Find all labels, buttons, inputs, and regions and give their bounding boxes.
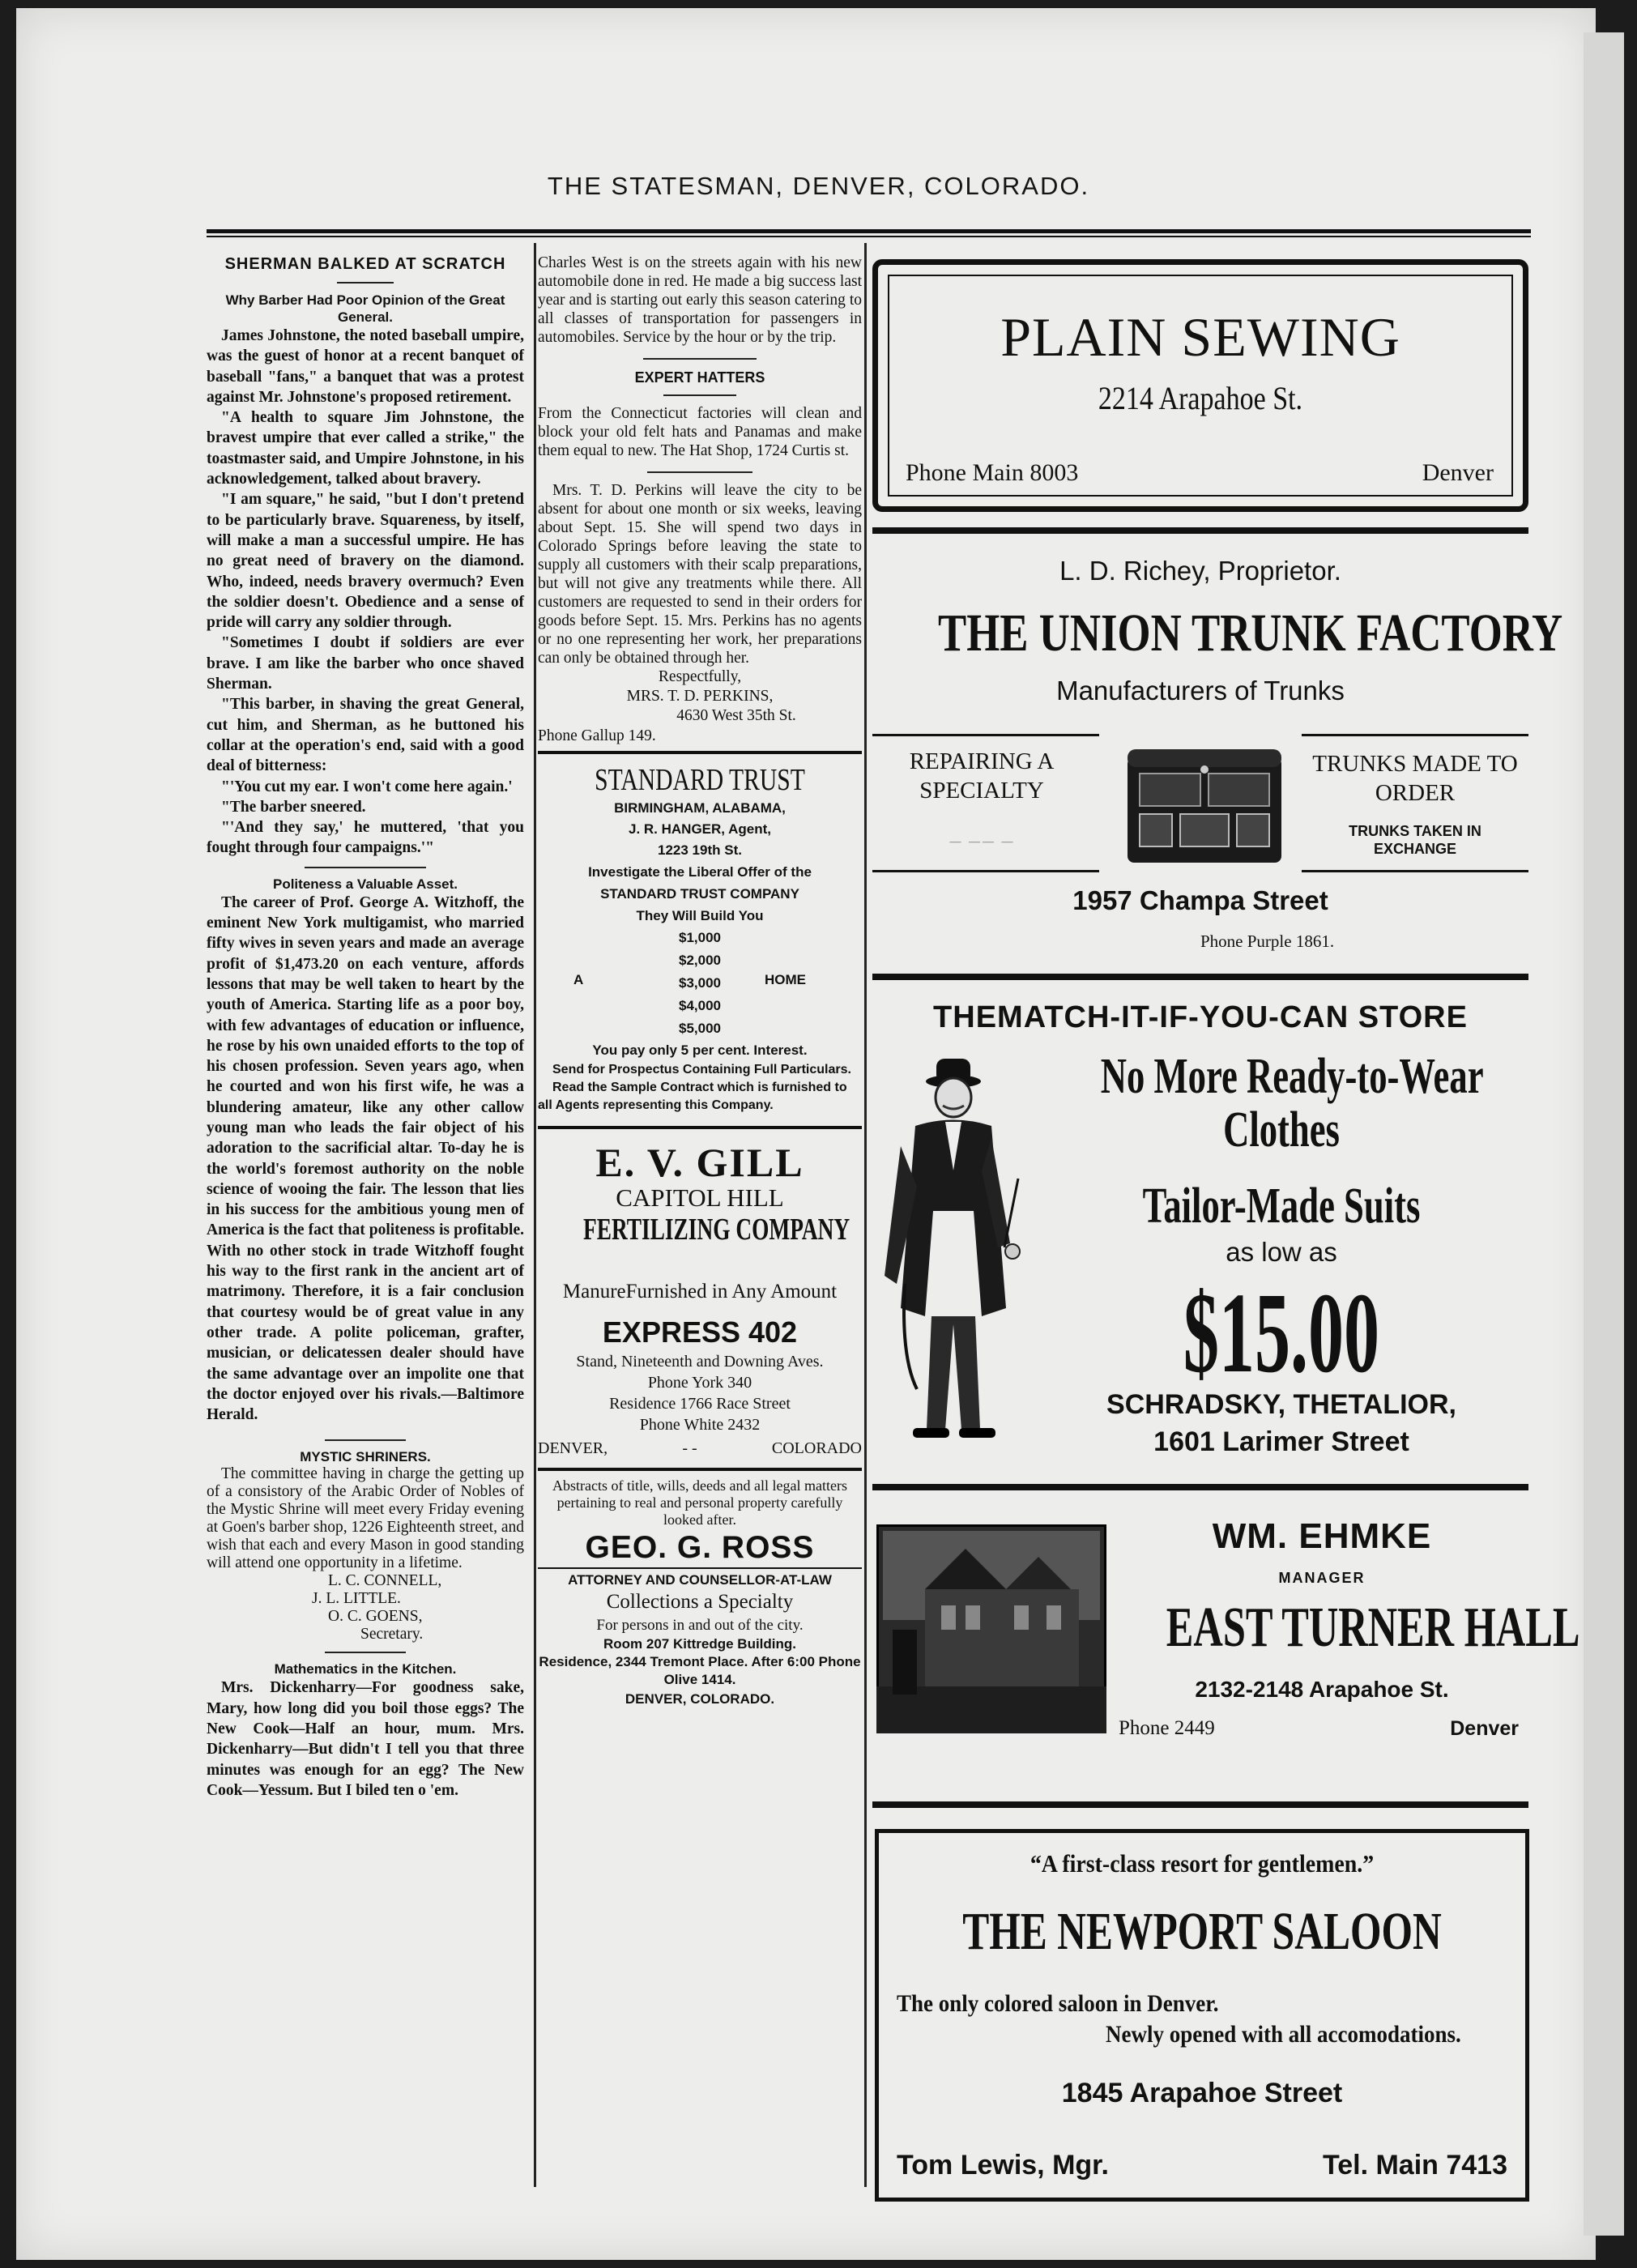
divider (337, 282, 394, 284)
ross-name: GEO. G. ROSS (585, 1530, 815, 1566)
gill-phone-white: Phone White 2432 (639, 1416, 761, 1435)
trunk-repair: REPAIRING A SPECIALTY (909, 748, 1055, 804)
signer: J. L. LITTLE. (312, 1590, 401, 1608)
hatters-notice: From the Connecticut factories will clean and block your old felt hats and Panamas and make them equal to new. The Hat Shop, 1724 Curtis st. (538, 405, 862, 459)
sherman-title: SHERMAN BALKED AT SCRATCH (224, 255, 506, 273)
shriners-story (207, 1465, 524, 1572)
hall-phone: Phone 2449 (1119, 1717, 1215, 1739)
gill-city-row (538, 1435, 862, 1461)
plain-sewing-ad (872, 259, 1528, 512)
ad-rule (872, 1801, 1528, 1808)
masthead: THE STATESMAN, DENVER, COLORADO. (547, 172, 1090, 200)
kitchen-story (207, 1678, 524, 1801)
trunk-icon (1123, 745, 1285, 867)
gill-line3: ManureFurnished in Any Amount (562, 1281, 838, 1303)
trust-company: STANDARD TRUST COMPANY (600, 886, 799, 902)
signer: O. C. GOENS, (328, 1608, 423, 1626)
signature-line: MRS. T. D. PERKINS, (626, 688, 774, 705)
masthead-rule (207, 229, 1531, 233)
amount: $5,000 (679, 1021, 721, 1037)
amount: $4,000 (679, 998, 721, 1014)
hall-manager: MANAGER (1278, 1570, 1366, 1586)
saloon-address: 1845 Arapahoe Street (1061, 2078, 1343, 2108)
store-name: THEMATCH-IT-IF-YOU-CAN STORE (933, 1000, 1468, 1034)
ross-rule (538, 1567, 862, 1569)
ad-rule (872, 974, 1528, 980)
shriners-title: MYSTIC SHRINERS. (300, 1449, 431, 1465)
divider (643, 358, 757, 360)
store-line6: 1601 Larimer Street (1153, 1426, 1409, 1457)
amount: $1,000 (679, 930, 721, 946)
column-rule-2 (864, 243, 867, 2187)
ad-rule (538, 751, 862, 754)
divider (325, 1652, 406, 1653)
paragraph: Mrs. T. D. Perkins will leave the city to be absent for about one month or six weeks, leaving about Sept. 15. She will spend two days in Colorado Springs before leaving the state to supply all customers with their scalp preparations, but will not give any treatments while there. All customers are requested to send in their orders for goods before Sept. 15. Mrs. Perkins has no agents or no one representing her work, her preparations can only be obtained through her. (538, 482, 862, 667)
shriners-signers (207, 1572, 524, 1643)
trunk-rule (1302, 870, 1528, 872)
saloon-line1: The only colored saloon in Denver. (897, 1990, 1219, 2017)
trunk-name: THE UNION TRUNK FACTORY (938, 603, 1563, 663)
trust-build: They Will Build You (636, 908, 764, 924)
signature-line: 4630 West 35th St. (676, 707, 796, 724)
ross-specialty: Collections a Specialty (606, 1591, 794, 1614)
page-edge (1584, 32, 1624, 2236)
trunk-rule (872, 870, 1099, 872)
paragraph: Mrs. Dickenharry—For goodness sake, Mary, how long did you boil those eggs? The New Cook—Half an hour, mum. Mrs. Dickenharry—But didn't I tell you that three minutes was enough for an egg? The New Cook—Yessum. But I biled ten o 'em. (207, 1679, 524, 1799)
saloon-manager: Tom Lewis, Mgr. (897, 2150, 1109, 2181)
saloon-phone: Tel. Main 7413 (1322, 2150, 1507, 2181)
sewing-phone: Phone Main 8003 (906, 459, 1079, 486)
sewing-address: 2214 Arapahoe St. (1098, 380, 1303, 416)
east-turner-hall-ad (872, 1498, 1580, 1806)
ross-abstracts: Abstracts of title, wills, deeds and all legal matters pertaining to real and personal property carefully looked after. (552, 1477, 847, 1528)
amount: $2,000 (679, 953, 721, 969)
paragraph: "I am square," he said, "but I don't pretend to be particularly brave. Squareness, by itself, will make a man a successful umpire. He has no great need of bravery on the diamond. Who, indeed, needs bravery overmuch? Even the soldier doesn't. Obedience and a sense of pride will carry any soldier through. (207, 491, 524, 632)
column-1 (207, 255, 524, 1801)
perkins-phone: Phone Gallup 149. (538, 727, 656, 744)
trust-amounts (538, 927, 862, 1040)
hatters-title: EXPERT HATTERS (634, 369, 765, 386)
masthead-rule-thin (207, 236, 1531, 237)
sherman-story (207, 326, 524, 859)
paragraph: "'You cut my ear. I won't come here again.' (221, 778, 513, 795)
gill-stand: Stand, Nineteenth and Downing Aves. (576, 1353, 824, 1371)
paragraph: The career of Prof. George A. Witzhoff, the eminent New York multigamist, who married fifty wives in seven years and made an average profit of $1,473.20 on each venture, affords lessons that may be well taken to heart by the youth of America. Starting life as a poor boy, with few advantages of education or influence, he rose by his own unaided efforts to the top of his chosen profession. Seven years ago, when he courted and won his first wife, he was a blundering amateur, like any other callow young man who leads the fair object of his adoration to the sacrificial altar. To-day he is the world's foremost authority on the noble science of wooing the fair. The lesson that lies in his success for the ambitious young men of America is the fact that politeness is profitable. With no other stock in trade Witzhoff fought his way to the first rank in the ancient art of matrimony. Therefore, it is a fair conclusion that courtesy would be of great value in any other trade. A polite policeman, grafter, musician, or delicatessen dealer should have the same advantage over an impolite one that the doctor enjoyed over his rivals.—Baltimore Herald. (207, 893, 524, 1424)
trust-invest: Investigate the Liberal Offer of the (588, 864, 812, 880)
hall-address: 2132-2148 Arapahoe St. (1195, 1677, 1449, 1702)
trunk-rule (1302, 734, 1528, 736)
paragraph: "A health to square Jim Johnstone, the bravest umpire that ever called a strike," the toastmaster said, and Umpire Johnstone, in his acknowledgement, talked about bravery. (207, 409, 524, 488)
ad-rule (872, 527, 1528, 534)
hall-photo (876, 1524, 1106, 1733)
trust-title: STANDARD TRUST (595, 763, 805, 798)
trunk-phone: Phone Purple 1861. (1200, 932, 1335, 951)
trust-agent: J. R. HANGER, Agent, (629, 821, 771, 838)
paragraph: James Johnstone, the noted baseball umpire, was the guest of honor at a recent banquet of baseball "fans," a banquet that was a protest against Mr. Johnstone's proposed retirement. (207, 327, 524, 406)
sewing-title: PLAIN SEWING (1000, 306, 1400, 368)
paragraph: "'And they say,' he muttered, 'that you fought through four campaigns.'" (207, 819, 524, 857)
store-line1: No More Ready-to-Wear (1100, 1049, 1484, 1104)
store-line5: SCHRADSKY, THETALIOR, (1106, 1389, 1456, 1420)
sewing-city: Denver (1422, 459, 1494, 486)
gill-denver: DENVER, (538, 1439, 608, 1458)
store-line4: as low as (1226, 1237, 1337, 1267)
gill-residence: Residence 1766 Race Street (609, 1395, 791, 1413)
signature-line: Respectfully, (658, 668, 742, 685)
gill-line2: FERTILIZING COMPANY (583, 1213, 850, 1247)
ross-city: DENVER, COLORADO. (625, 1691, 775, 1707)
hall-city: Denver (1450, 1717, 1519, 1740)
trunk-taken: TRUNKS TAKEN IN EXCHANGE (1349, 823, 1481, 857)
gentleman-illustration (868, 1049, 1038, 1454)
gill-line1: CAPITOL HILL (616, 1183, 784, 1213)
amount: $3,000 (679, 975, 721, 991)
paragraph: The committee having in charge the getting up of a consistory of the Arabic Order of Nobles of the Mystic Shrine will meet every Friday evening at Goen's barber shop, 1226 Eighteenth street, and wish that each and every Mason in good standing will attend one opportunity in a lifetime. (207, 1465, 524, 1572)
gill-colorado: COLORADO (771, 1439, 862, 1458)
politeness-title: Politeness a Valuable Asset. (272, 876, 458, 892)
saloon-quote: “A first-class resort for gentlemen.” (1030, 1849, 1375, 1878)
trust-send: Send for Prospectus Containing Full Particulars. (552, 1063, 851, 1077)
union-trunk-ad (872, 543, 1563, 964)
trunk-proprietor: L. D. Richey, Proprietor. (1059, 556, 1341, 586)
ross-persons: For persons in and out of the city. (596, 1617, 804, 1635)
paragraph: "Sometimes I doubt if soldiers are ever brave. I am like the barber who once shaved Sherman. (207, 634, 524, 693)
trunk-manufacturers: Manufacturers of Trunks (1056, 676, 1345, 706)
ross-ad (538, 1477, 862, 1710)
store-price: $15.00 (1183, 1268, 1380, 1396)
ad-rule (538, 1126, 862, 1129)
ad-rule (872, 1484, 1528, 1490)
ross-room: Room 207 Kittredge Building. (603, 1636, 797, 1652)
trunk-rule (872, 734, 1099, 736)
divider (325, 1439, 406, 1441)
trust-city: BIRMINGHAM, ALABAMA, (614, 800, 786, 816)
hall-owner: WM. EHMKE (1212, 1516, 1432, 1556)
trunk-made: TRUNKS MADE TO ORDER (1312, 751, 1518, 806)
store-line3: Tailor-Made Suits (1142, 1179, 1421, 1234)
kitchen-title: Mathematics in the Kitchen. (274, 1661, 457, 1678)
gill-express: EXPRESS 402 (602, 1315, 798, 1349)
saloon-name: THE NEWPORT SALOON (962, 1902, 1442, 1961)
column-rule-1 (534, 243, 536, 2187)
gill-dashes: - - (682, 1439, 697, 1458)
divider (305, 867, 426, 868)
paragraph: "This barber, in shaving the great General, cut him, and Sherman, as he buttoned his collar at the operation's end, said with a good deal of bitterness: (207, 696, 524, 775)
signer: Secretary. (360, 1626, 424, 1643)
trunk-street: 1957 Champa Street (1072, 885, 1328, 915)
newport-saloon-ad (875, 1829, 1529, 2202)
divider (663, 394, 736, 396)
trust-a: A (573, 972, 584, 988)
sherman-subtitle: Why Barber Had Poor Opinion of the Great General. (225, 292, 505, 325)
store-line2: Clothes (1223, 1102, 1340, 1157)
gill-ad (538, 1140, 862, 1461)
gill-name: E. V. GILL (595, 1140, 804, 1186)
west-notice: Charles West is on the streets again with his new automobile done in red. He made a big success last year and is starting out early this season catering to all classes of transportation for passengers in automobiles. Service by the hour or by the trip. (538, 254, 862, 346)
divider (647, 471, 752, 473)
trunk-faint-text: — —— — (949, 836, 1016, 848)
hall-title: EAST TURNER HALL (1166, 1597, 1580, 1659)
politeness-story (207, 893, 524, 1426)
trust-interest: You pay only 5 per cent. Interest. (592, 1042, 808, 1059)
trust-address: 1223 19th St. (658, 842, 742, 859)
trust-read: Read the Sample Contract which is furnished to all Agents representing this Company. (538, 1081, 847, 1113)
paragraph: "The barber sneered. (221, 798, 366, 816)
standard-trust-ad (538, 762, 862, 1115)
match-it-store-ad (868, 1000, 1533, 1486)
saloon-line2: Newly opened with all accomodations. (1106, 2021, 1461, 2048)
ad-rule (538, 1468, 862, 1471)
ross-residence: Residence, 2344 Tremont Place. After 6:00 Phone Olive 1414. (539, 1654, 861, 1688)
column-2 (538, 254, 862, 1710)
perkins-notice (538, 481, 862, 667)
gill-phone-york: Phone York 340 (647, 1374, 752, 1392)
ross-role: ATTORNEY AND COUNSELLOR-AT-LAW (568, 1572, 832, 1588)
perkins-signature (538, 667, 862, 726)
signer: L. C. CONNELL, (328, 1572, 442, 1590)
trust-home: HOME (765, 972, 806, 988)
